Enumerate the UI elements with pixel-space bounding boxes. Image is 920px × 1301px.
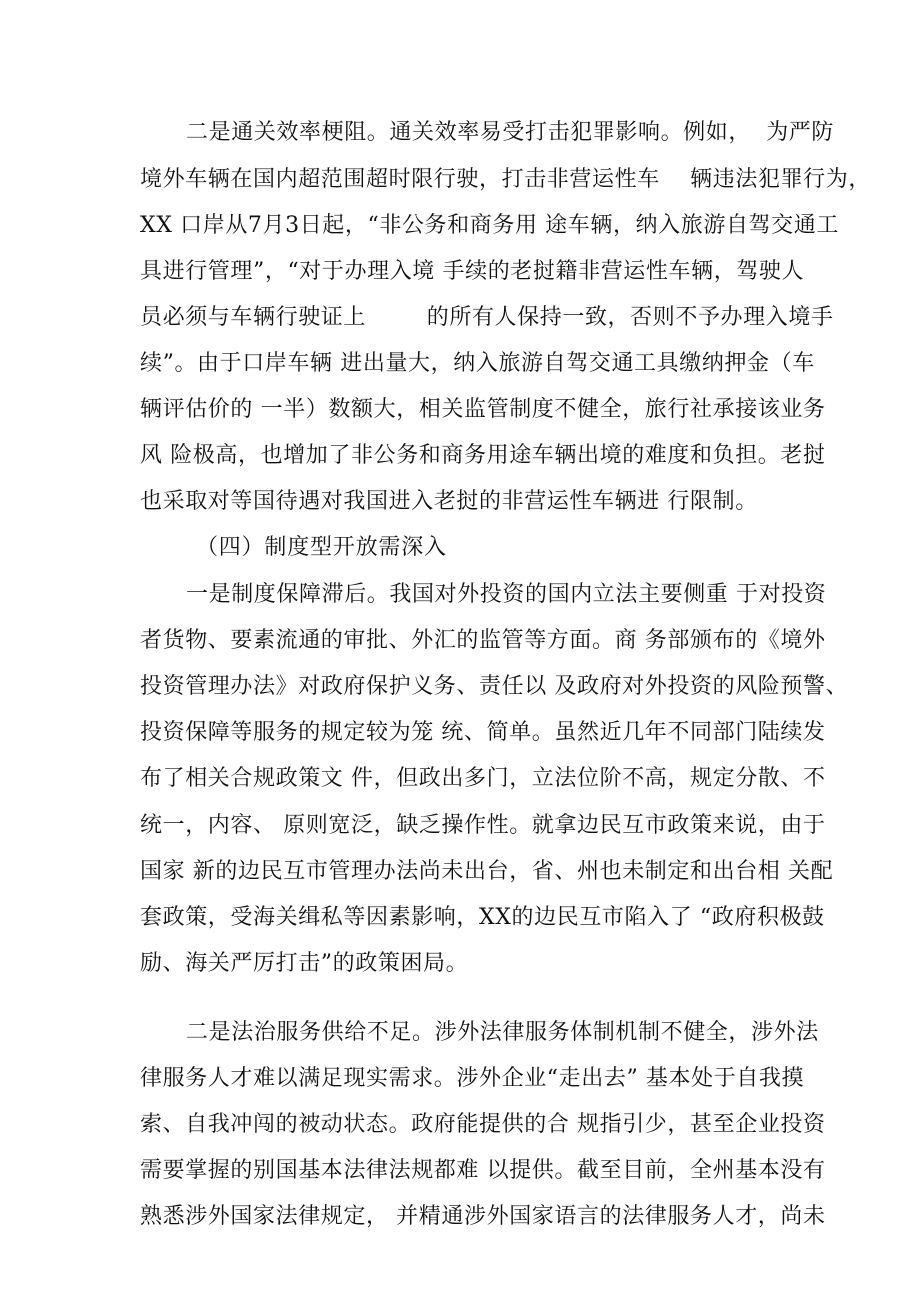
paragraph-2-line-1: 一是制度保障滞后。我国对外投资的国内立法主要侧重 于对投资	[186, 582, 827, 607]
paragraph-1-line-4: 具进行管理”，“对于办理入境 手续的老挝籍非营运性车辆，驾驶人	[140, 259, 805, 284]
paragraph-2-line-9: 励、海关严厉打击”的政策困局。	[140, 951, 469, 976]
paragraph-3-line-4: 需要掌握的别国基本法律法规都难 以提供。截至目前，全州基本没有	[140, 1158, 826, 1183]
section-heading: （四）制度型开放需深入	[196, 535, 447, 560]
paragraph-1-line-3: XX 口岸从7月3日起，“非公务和商务用 途车辆，纳入旅游自驾交通工	[140, 213, 839, 238]
paragraph-2-line-8: 套政策，受海关缉私等因素影响，XX的边民互市陷入了 “政府积极鼓	[140, 905, 825, 930]
paragraph-2-line-7: 国家 新的边民互市管理办法尚未出台，省、州也未制定和出台相 关配	[140, 859, 834, 884]
paragraph-1-line-5: 员必须与车辆行驶证上 的所有人保持一致，否则不予办理入境手	[140, 305, 834, 330]
paragraph-1-line-7: 辆评估价的 一半）数额大，相关监管制度不健全，旅行社承接该业务	[140, 397, 826, 422]
paragraph-2-line-3: 投资管理办法》对政府保护义务、责任以 及政府对外投资的风险预警、	[140, 674, 849, 699]
paragraph-1-line-9: 也采取对等国待遇对我国进入老挝的非营运性车辆进 行限制。	[140, 489, 758, 514]
paragraph-1-line-6: 续”。由于口岸车辆 进出量大，纳入旅游自驾交通工具缴纳押金（车	[140, 351, 815, 376]
paragraph-2-line-6: 统一，内容、 原则宽泛，缺乏操作性。就拿边民互市政策来说，由于	[140, 813, 826, 838]
paragraph-3-line-1: 二是法治服务供给不足。涉外法律服务体制机制不健全，涉外法	[186, 1020, 819, 1045]
paragraph-1-line-1: 二是通关效率梗阻。通关效率易受打击犯罪影响。例如， 为严防	[186, 120, 834, 145]
paragraph-2-line-4: 投资保障等服务的规定较为笼 统、简单。虽然近几年不同部门陆续发	[140, 720, 826, 745]
paragraph-3-line-2: 律服务人才难以满足现实需求。涉外企业“走出去” 基本处于自我摸	[140, 1066, 805, 1091]
paragraph-3-line-5: 熟悉涉外国家法律规定， 并精通涉外国家语言的法律服务人才，尚未	[140, 1204, 826, 1229]
paragraph-1-line-8: 风 险极高，也增加了非公务和商务用途车辆出境的难度和负担。老挝	[140, 443, 826, 468]
paragraph-1-line-2: 境外车辆在国内超范围超时限行驶，打击非营运性车 辆违法犯罪行为，	[140, 167, 871, 192]
paragraph-2-line-2: 者货物、要素流通的审批、外汇的监管等方面。商 务部颁布的《境外	[140, 628, 826, 653]
paragraph-3-line-3: 索、自我冲闯的被动状态。政府能提供的合 规指引少，甚至企业投资	[140, 1112, 826, 1137]
paragraph-2-line-5: 布了相关合规政策文 件，但政出多门，立法位阶不高，规定分散、不	[140, 766, 826, 791]
